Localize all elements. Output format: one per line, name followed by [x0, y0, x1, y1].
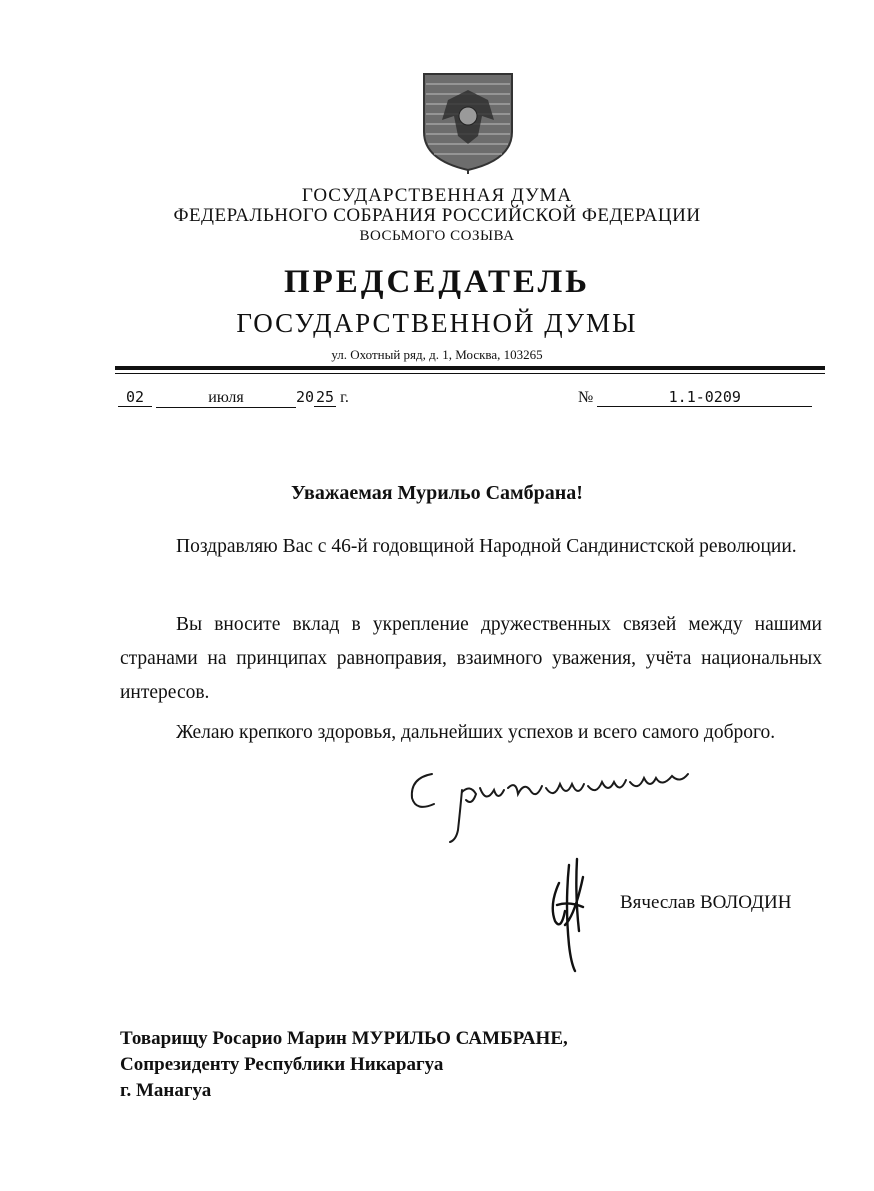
addressee-name: Товарищу Росарио Марин МУРИЛЬО САМБРАНЕ,: [120, 1028, 568, 1049]
signer-name: Вячеслав ВОЛОДИН: [620, 892, 792, 913]
date-year-unit: г.: [340, 389, 349, 406]
signer-handwritten-signature: [535, 855, 605, 975]
date-year-suffix: 25: [316, 388, 335, 406]
salutation: Уважаемая Мурильо Самбрана!: [291, 482, 583, 504]
handwritten-closing-signature: [400, 760, 700, 845]
addressee-position: Сопрезиденту Республики Никарагуа: [120, 1054, 444, 1075]
header-divider-thin: [115, 373, 825, 374]
postal-address: ул. Охотный ряд, д. 1, Москва, 103265: [331, 347, 543, 362]
header-divider-thick: [115, 366, 825, 370]
coat-of-arms-icon: [418, 70, 518, 175]
date-line: [118, 388, 349, 408]
document-number: 1.1-0209: [597, 388, 812, 407]
addressee-city: г. Манагуа: [120, 1080, 212, 1101]
org-name-line1: ГОСУДАРСТВЕННАЯ ДУМА: [301, 185, 573, 206]
letter-paragraph: Вы вносите вклад в укрепление дружественных связей между нашими странами на принципах равноправия, взаимного уважения, учёта национальных интересов.: [120, 614, 822, 703]
letter-paragraph: Желаю крепкого здоровья, дальнейших успехов и всего самого доброго.: [176, 722, 776, 743]
org-name-line2: ФЕДЕРАЛЬНОГО СОБРАНИЯ РОССИЙСКОЙ ФЕДЕРАЦИИ: [173, 205, 701, 226]
page-subtitle: ГОСУДАРСТВЕННОЙ ДУМЫ: [236, 308, 638, 338]
document-number-line: [578, 388, 812, 407]
date-day: 02: [118, 388, 152, 407]
convocation: ВОСЬМОГО СОЗЫВА: [359, 228, 515, 244]
date-year-prefix: 20: [296, 388, 315, 406]
date-month: июля: [156, 389, 296, 408]
page-title: ПРЕДСЕДАТЕЛЬ: [283, 264, 590, 300]
letter-paragraph: Поздравляю Вас с 46-й годовщиной Народной Сандинистской революции.: [176, 536, 797, 557]
document-number-label: №: [578, 389, 594, 406]
